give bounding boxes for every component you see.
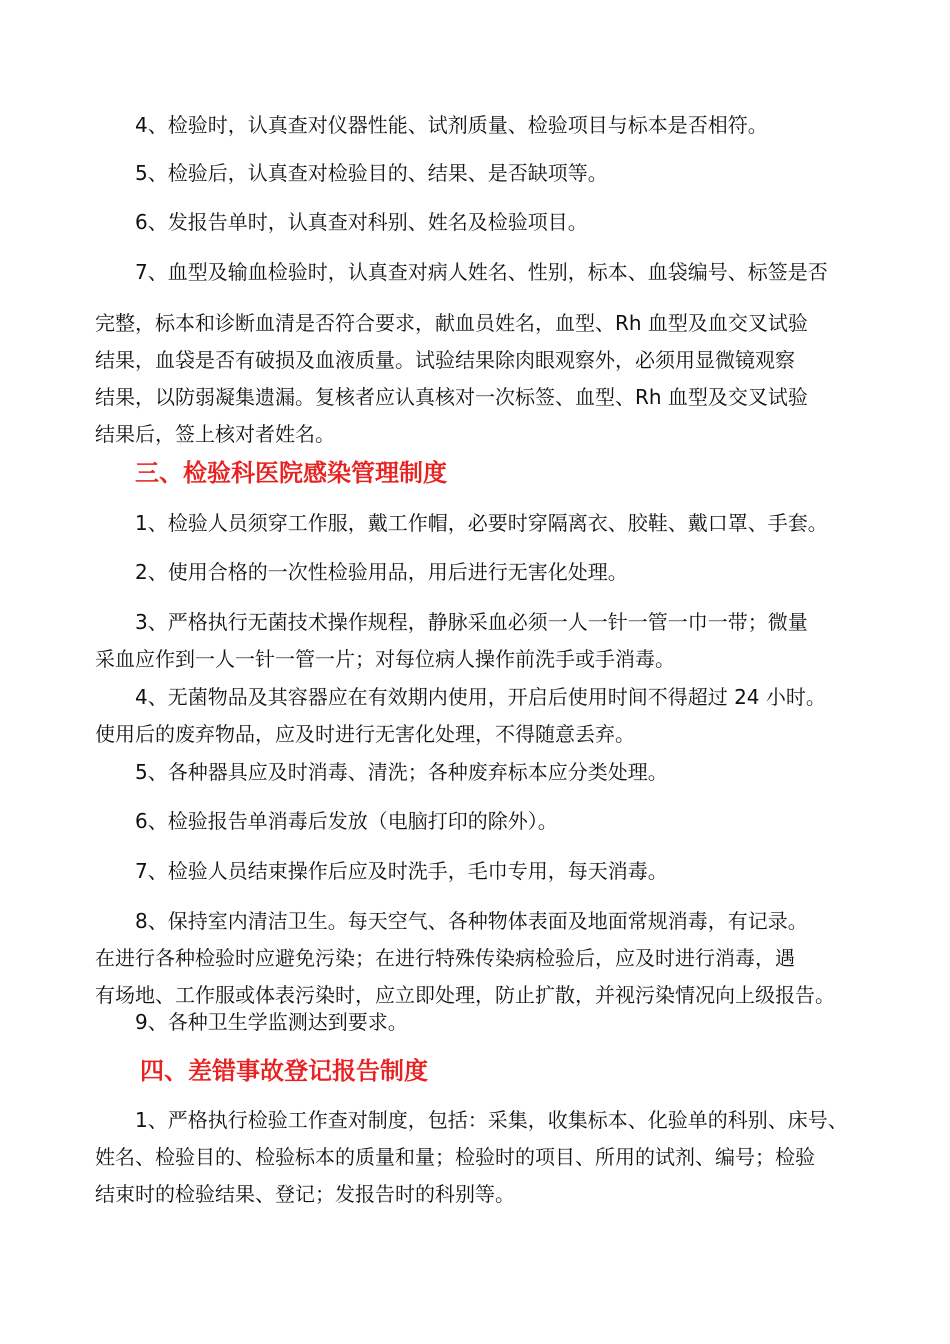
text-line: 采血应作到一人一针一管一片；对每位病人操作前洗手或手消毒。 — [95, 647, 675, 671]
section-heading: 三、检验科医院感染管理制度 — [135, 459, 447, 487]
text-line: 7、检验人员结束操作后应及时洗手，毛巾专用，每天消毒。 — [135, 859, 668, 883]
text-line: 在进行各种检验时应避免污染；在进行特殊传染病检验后，应及时进行消毒，遇 — [95, 946, 795, 970]
paragraph — [95, 803, 865, 840]
text-line: 1、检验人员须穿工作服，戴工作帽，必要时穿隔离衣、胶鞋、戴口罩、手套。 — [135, 511, 828, 535]
text-line: 结果后，签上核对者姓名。 — [95, 422, 335, 446]
text-line: 1、严格执行检验工作查对制度，包括：采集，收集标本、化验单的科别、床号、 — [135, 1108, 848, 1132]
text-line: 6、发报告单时，认真查对科别、姓名及检验项目。 — [135, 210, 588, 234]
text-line: 4、无菌物品及其容器应在有效期内使用，开启后使用时间不得超过 24 小时。 — [135, 685, 826, 709]
text-line: 8、保持室内清洁卫生。每天空气、各种物体表面及地面常规消毒，有记录。 — [135, 909, 808, 933]
paragraph — [95, 754, 865, 791]
text-line: 完整，标本和诊断血清是否符合要求，献血员姓名，血型、Rh 血型及血交叉试验 — [95, 311, 808, 335]
paragraph — [95, 604, 865, 678]
text-line: 使用后的废弃物品，应及时进行无害化处理，不得随意丢弃。 — [95, 722, 635, 746]
paragraph — [95, 679, 865, 753]
text-line: 姓名、检验目的、检验标本的质量和量；检验时的项目、所用的试剂、编号；检验 — [95, 1145, 815, 1169]
text-line: 9、各种卫生学监测达到要求。 — [135, 1010, 408, 1034]
section-heading: 四、差错事故登记报告制度 — [140, 1057, 428, 1085]
text-line: 2、使用合格的一次性检验用品，用后进行无害化处理。 — [135, 560, 628, 584]
text-line: 3、严格执行无菌技术操作规程，静脉采血必须一人一针一管一巾一带；微量 — [135, 610, 808, 634]
paragraph — [95, 505, 865, 542]
paragraph — [95, 107, 865, 144]
paragraph — [95, 853, 865, 890]
paragraph — [95, 1004, 865, 1041]
text-line: 有场地、工作服或体表污染时，应立即处理，防止扩散，并视污染情况向上级报告。 — [95, 983, 835, 1007]
paragraph — [95, 254, 865, 291]
paragraph — [95, 903, 865, 1014]
text-line: 结果，血袋是否有破损及血液质量。试验结果除肉眼观察外，必须用显微镜观察 — [95, 348, 795, 372]
text-line: 4、检验时，认真查对仪器性能、试剂质量、检验项目与标本是否相符。 — [135, 113, 768, 137]
paragraph — [95, 155, 865, 192]
paragraph — [95, 1102, 865, 1213]
text-line: 6、检验报告单消毒后发放（电脑打印的除外）。 — [135, 809, 558, 833]
paragraph — [95, 305, 865, 453]
paragraph — [95, 204, 865, 241]
text-line: 结果，以防弱凝集遗漏。复核者应认真核对一次标签、血型、Rh 血型及交叉试验 — [95, 385, 808, 409]
text-line: 5、检验后，认真查对检验目的、结果、是否缺项等。 — [135, 161, 608, 185]
paragraph — [95, 554, 865, 591]
text-line: 7、血型及输血检验时，认真查对病人姓名、性别，标本、血袋编号、标签是否 — [135, 260, 828, 284]
text-line: 5、各种器具应及时消毒、清洗；各种废弃标本应分类处理。 — [135, 760, 668, 784]
text-line: 结束时的检验结果、登记；发报告时的科别等。 — [95, 1182, 515, 1206]
